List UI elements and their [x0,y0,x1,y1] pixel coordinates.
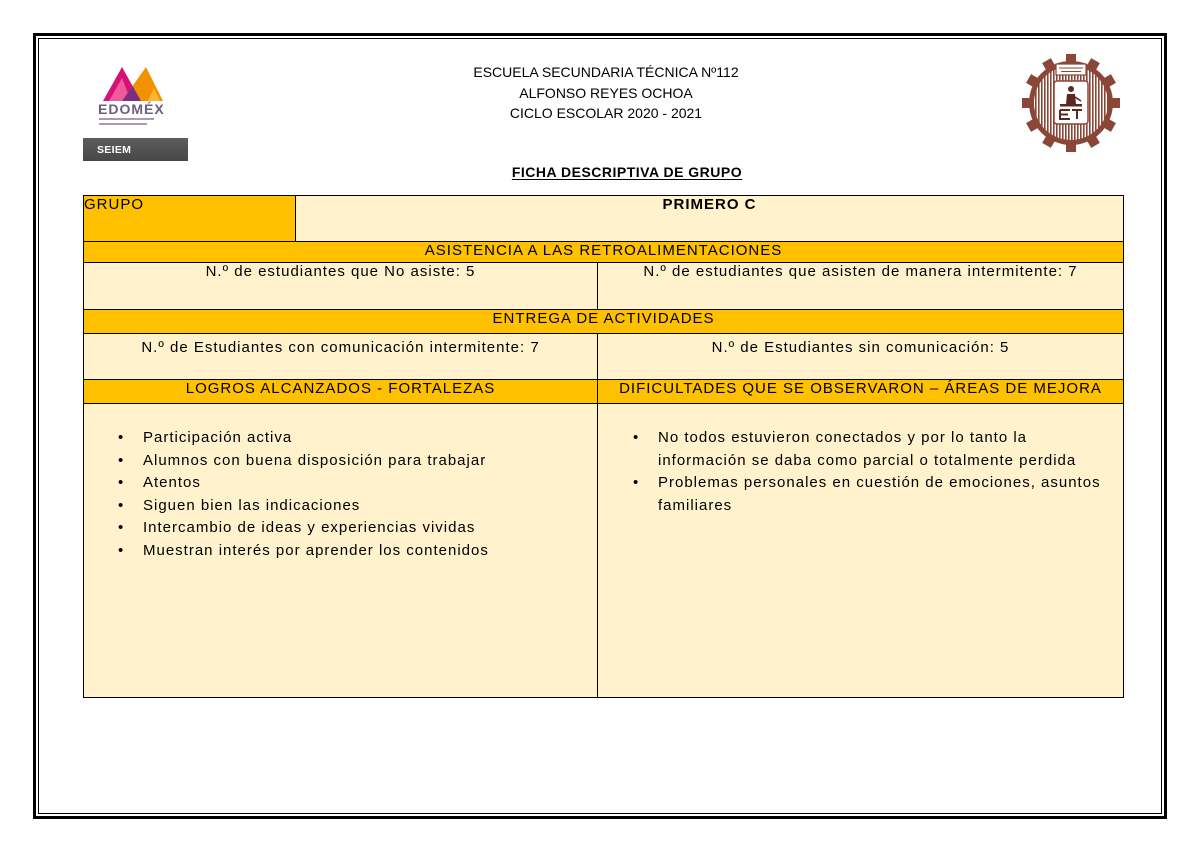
group-row [84,196,1124,242]
school-header [406,62,806,124]
attendance-header-row [84,242,1124,263]
group-value-cell [296,196,1124,242]
strengths-list [84,404,597,562]
difficulties-cell [598,404,1124,698]
attendance-values-row [84,263,1124,310]
list-item: • Atentos [143,472,597,495]
observations-row [84,404,1124,698]
students-intermittent-communication: N.º de Estudiantes con comunicación intermitente: 7 [84,334,598,380]
list-item: • Siguen bien las indicaciones [143,495,597,518]
list-item: • Participación activa [143,427,597,450]
list-item: • Intercambio de ideas y experiencias vividas [143,517,597,540]
group-label-cell [84,196,296,242]
students-intermittent-attendance: N.º de estudiantes que asisten de manera intermitente: 7 [598,263,1124,310]
group-label: GRUPO [84,196,145,213]
school-seal-gear-icon [1020,52,1122,154]
edomex-tagline-line [99,118,154,120]
group-value: PRIMERO C [662,196,757,213]
difficulties-title: DIFICULTADES QUE SE OBSERVARON – ÁREAS DE MEJORA [598,380,1124,404]
activities-header-row [84,310,1124,334]
strengths-title: LOGROS ALCANZADOS - FORTALEZAS [84,380,598,404]
form-title: FICHA DESCRIPTIVA DE GRUPO [511,164,743,180]
list-item: • Muestran interés por aprender los contenidos [143,540,597,563]
strengths-cell [84,404,598,698]
difficulties-list [598,404,1110,517]
seiem-label: SEIEM [97,144,132,156]
observations-header-row [84,380,1124,404]
edomex-tagline-line [99,123,147,125]
students-not-attending: N.º de estudiantes que No asiste: 5 [84,263,598,310]
seiem-bar [83,138,188,161]
school-name: ESCUELA SECUNDARIA TÉCNICA Nº112 [473,64,739,80]
edomex-mountain-icon [100,64,166,104]
list-item: • No todos estuvieron conectados y por lo tanto la información se daba como parcial o totalmente perdida [658,427,1110,472]
group-descriptive-table [83,195,1124,698]
edomex-wordmark: EDOMÉX [98,101,165,117]
students-no-communication: N.º de Estudiantes sin comunicación: 5 [598,334,1124,380]
school-year: CICLO ESCOLAR 2020 - 2021 [509,105,703,121]
activities-title: ENTREGA DE ACTIVIDADES [84,310,1124,334]
list-item: • Alumnos con buena disposición para trabajar [143,450,597,473]
list-item: • Problemas personales en cuestión de emociones, asuntos familiares [658,472,1110,517]
edomex-seiem-logo [83,62,193,162]
attendance-title: ASISTENCIA A LAS RETROALIMENTACIONES [84,242,1124,263]
school-honoree: ALFONSO REYES OCHOA [519,84,693,101]
activities-values-row [84,334,1124,380]
